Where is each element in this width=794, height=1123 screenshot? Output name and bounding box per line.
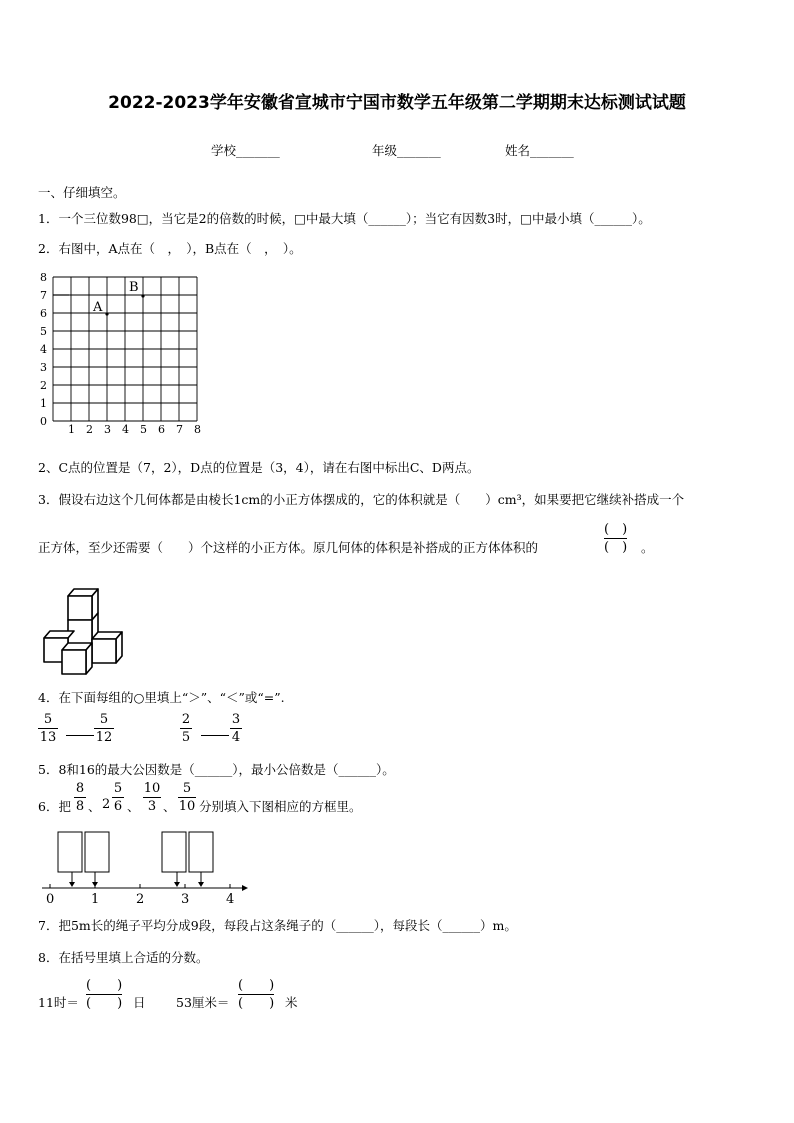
axis-tick-label: 0 bbox=[46, 892, 55, 906]
fraction-numerator: 2 bbox=[181, 712, 191, 727]
q6-fraction-4 bbox=[178, 781, 196, 814]
q8-b-fraction bbox=[238, 978, 274, 1011]
cube-top bbox=[68, 589, 98, 620]
grid-lines bbox=[53, 277, 197, 421]
question-8: 8．在括号里填上合适的分数。 bbox=[38, 950, 209, 965]
fraction-denominator: 5 bbox=[181, 730, 191, 745]
q8-a-suffix: 日 bbox=[133, 995, 146, 1010]
fraction-numerator: 5 bbox=[99, 712, 109, 727]
fraction-denominator: ( ) bbox=[86, 996, 123, 1011]
fraction-denominator: 6 bbox=[113, 799, 123, 814]
fraction-bar bbox=[180, 728, 192, 729]
fraction-bar bbox=[143, 797, 161, 798]
axis-arrowhead bbox=[242, 885, 248, 891]
answer-box-3 bbox=[162, 832, 186, 872]
q4-fraction-1 bbox=[38, 712, 58, 745]
grid-y-label: 2 bbox=[40, 379, 47, 392]
cube-front bbox=[62, 643, 92, 674]
question-2b: 2、C点的位置是（7，2），D点的位置是（3，4），请在右图中标出C、D两点。 bbox=[38, 460, 480, 475]
grid-x-label: 4 bbox=[122, 423, 129, 436]
question-3-line1: 3．假设右边这个几何体都是由棱长1cm的小正方体摆成的，它的体积就是（ ）cm³，如果要把它继续补搭成一个 bbox=[38, 492, 685, 507]
fraction-bar bbox=[178, 797, 196, 798]
arrow-1 bbox=[69, 882, 75, 887]
fraction-numerator: 3 bbox=[231, 712, 241, 727]
fraction-bar bbox=[230, 728, 242, 729]
q4-fraction-4 bbox=[230, 712, 242, 745]
point-b-label: B bbox=[129, 280, 139, 295]
grid-x-label: 8 bbox=[194, 423, 201, 436]
q6-separator: 、 bbox=[127, 799, 140, 814]
grid-x-label: 6 bbox=[158, 423, 165, 436]
point-a-label: A bbox=[93, 300, 103, 315]
axis-labels bbox=[46, 892, 234, 906]
answer-box-2 bbox=[85, 832, 109, 872]
fraction-denominator: 3 bbox=[147, 799, 157, 814]
fraction-numerator: ( ) bbox=[604, 522, 628, 537]
axis-tick-label: 3 bbox=[181, 892, 190, 906]
fraction-numerator: 5 bbox=[113, 781, 123, 796]
question-6-suffix: 分别填入下图相应的方框里。 bbox=[199, 799, 362, 814]
fraction-denominator: 4 bbox=[231, 730, 241, 745]
grid-x-label: 3 bbox=[104, 423, 111, 436]
q6-whole-number: 2 bbox=[102, 797, 111, 812]
coordinate-grid bbox=[36, 268, 211, 444]
q6-fraction-2 bbox=[112, 781, 124, 814]
page-title: 2022-2023学年安徽省宣城市宁国市数学五年级第二学期期末达标测试试题 bbox=[108, 93, 686, 113]
q4-fraction-3 bbox=[180, 712, 192, 745]
question-3-line2: 正方体，至少还需要（ ）个这样的小正方体。原几何体的体积是补搭成的正方体体积的 bbox=[38, 540, 539, 555]
grid-y-label: 5 bbox=[40, 325, 47, 338]
grid-x-label: 2 bbox=[86, 423, 93, 436]
question-3-fraction bbox=[604, 522, 627, 555]
fraction-bar bbox=[604, 538, 627, 539]
fraction-numerator: 8 bbox=[75, 781, 85, 796]
fraction-bar bbox=[74, 797, 86, 798]
fraction-numerator: ( ) bbox=[86, 978, 123, 993]
point-a-dot bbox=[105, 312, 108, 315]
fraction-denominator: 10 bbox=[178, 799, 196, 814]
q6-separator: 、 bbox=[163, 799, 176, 814]
q4-blank-1 bbox=[66, 735, 94, 736]
answer-box-4 bbox=[189, 832, 213, 872]
fraction-bar bbox=[112, 797, 124, 798]
cube-figure bbox=[40, 584, 130, 676]
section-heading: 一、仔细填空。 bbox=[38, 185, 126, 200]
q8-b-prefix: 53厘米＝ bbox=[176, 995, 230, 1010]
fraction-denominator: 12 bbox=[95, 730, 113, 745]
fraction-bar bbox=[38, 728, 58, 729]
question-5: 5．8和16的最大公因数是（______），最小公倍数是（______）。 bbox=[38, 762, 395, 777]
grid-y-label: 0 bbox=[40, 415, 47, 428]
question-7: 7．把5m长的绳子平均分成9段，每段占这条绳子的（______），每段长（______）m。 bbox=[38, 918, 517, 933]
fraction-denominator: 8 bbox=[75, 799, 85, 814]
q8-a-prefix: 11时＝ bbox=[38, 995, 79, 1010]
q8-a-fraction bbox=[86, 978, 122, 1011]
grid-x-label: 1 bbox=[68, 423, 75, 436]
axis-ticks bbox=[50, 884, 230, 888]
fraction-numerator: 5 bbox=[43, 712, 53, 727]
grade-field: 年级_______ bbox=[372, 143, 441, 158]
q4-blank-2 bbox=[201, 735, 229, 736]
q4-fraction-2 bbox=[94, 712, 114, 745]
name-field: 姓名_______ bbox=[505, 143, 574, 158]
fraction-bar bbox=[94, 728, 114, 729]
grid-x-label: 5 bbox=[140, 423, 147, 436]
grid-x-label: 7 bbox=[176, 423, 183, 436]
arrow-3 bbox=[174, 882, 180, 887]
grid-y-label: 3 bbox=[40, 361, 47, 374]
cube-right bbox=[92, 632, 122, 663]
school-field: 学校_______ bbox=[211, 143, 280, 158]
grid-y-label: 7 bbox=[40, 289, 47, 302]
grid-y-label: 8 bbox=[40, 271, 47, 284]
grid-y-label: 6 bbox=[40, 307, 47, 320]
arrow-4 bbox=[198, 882, 204, 887]
grid-labels bbox=[40, 271, 201, 436]
grid-y-label: 4 bbox=[40, 343, 47, 356]
q8-b-suffix: 米 bbox=[285, 995, 298, 1010]
fraction-bar bbox=[238, 994, 274, 995]
answer-box-1 bbox=[58, 832, 82, 872]
axis-tick-label: 4 bbox=[226, 892, 235, 906]
q6-fraction-3 bbox=[143, 781, 161, 814]
fraction-numerator: ( ) bbox=[238, 978, 275, 993]
fraction-numerator: 5 bbox=[182, 781, 192, 796]
fraction-bar bbox=[86, 994, 122, 995]
question-6-prefix: 6．把 bbox=[38, 799, 71, 814]
grid-y-label: 1 bbox=[40, 397, 47, 410]
point-b-dot bbox=[141, 294, 144, 297]
q6-fraction-1 bbox=[74, 781, 86, 814]
question-4: 4．在下面每组的○里填上“＞”、“＜”或“=”. bbox=[38, 690, 285, 705]
axis-tick-label: 2 bbox=[136, 892, 145, 906]
number-line bbox=[36, 826, 256, 906]
fraction-denominator: ( ) bbox=[604, 540, 628, 555]
question-1: 1．一个三位数98□，当它是2的倍数的时候，□中最大填（______）；当它有因数3时，□中最小填（______）。 bbox=[38, 211, 651, 226]
fraction-numerator: 10 bbox=[143, 781, 161, 796]
fraction-denominator: 13 bbox=[39, 730, 57, 745]
fraction-denominator: ( ) bbox=[238, 996, 275, 1011]
question-2: 2．右图中，A点在（ ， ），B点在（ ， ）。 bbox=[38, 241, 302, 256]
q6-separator: 、 bbox=[88, 799, 101, 814]
question-3-end: 。 bbox=[641, 540, 654, 555]
axis-tick-label: 1 bbox=[91, 892, 100, 906]
